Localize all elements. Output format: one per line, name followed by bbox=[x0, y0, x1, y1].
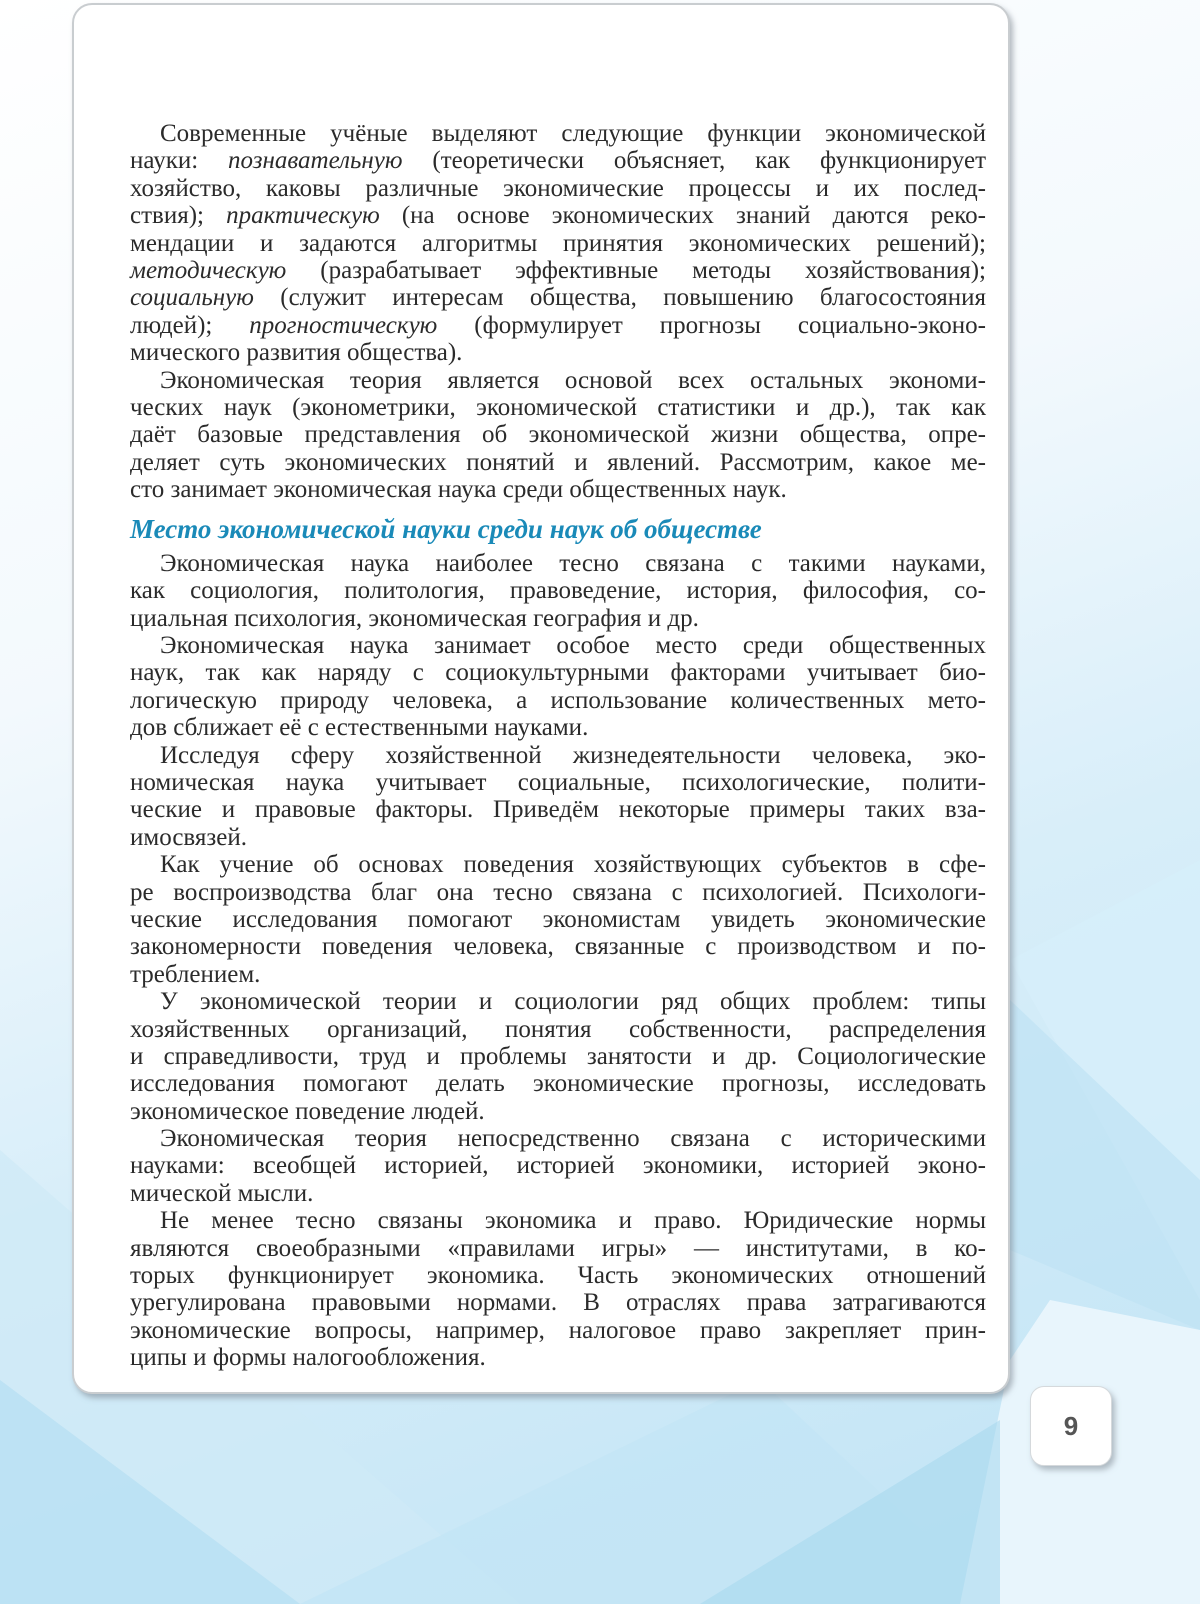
text-line bbox=[130, 605, 986, 632]
paragraph bbox=[130, 1125, 986, 1207]
text-span: ципы и формы налогообложения. bbox=[130, 1344, 486, 1372]
text-line bbox=[130, 933, 986, 960]
text-span: У экономической теории и социологии ряд общих проблем: типы bbox=[160, 988, 986, 1016]
text-line bbox=[130, 879, 986, 906]
text-span: (формулирует прогнозы социально-эконо- bbox=[437, 311, 986, 339]
italic-term: практическую bbox=[226, 202, 380, 230]
text-span: Экономическая теория является основой всех остальных экономи- bbox=[160, 366, 986, 394]
text-line bbox=[130, 476, 986, 503]
section-heading: Место экономической науки среди наук об обществе bbox=[130, 514, 762, 545]
text-span: урегулирована правовыми нормами. В отраслях права затрагиваются bbox=[130, 1289, 986, 1317]
text-span: Экономическая наука наиболее тесно связана с такими науками, bbox=[160, 549, 986, 577]
paragraph bbox=[130, 742, 986, 852]
text-line bbox=[130, 632, 986, 659]
text-line bbox=[130, 1016, 986, 1043]
text-line bbox=[130, 147, 986, 174]
text-span: науками: всеобщей историей, историей экономики, историей эконо- bbox=[130, 1152, 986, 1180]
text-span: Исследуя сферу хозяйственной жизнедеятельности человека, эко- bbox=[160, 741, 986, 769]
text-line bbox=[130, 1344, 986, 1371]
text-line bbox=[130, 769, 986, 796]
text-span: исследования помогают делать экономические прогнозы, исследовать bbox=[130, 1070, 986, 1098]
text-line bbox=[130, 1070, 986, 1097]
text-span: мендации и задаются алгоритмы принятия экономических решений); bbox=[130, 229, 986, 257]
text-line bbox=[130, 284, 986, 311]
text-line bbox=[130, 1125, 986, 1152]
text-span: наук, так как наряду с социокультурными факторами учитывает био- bbox=[130, 659, 986, 687]
text-span: хозяйственных организаций, понятия собственности, распределения bbox=[130, 1015, 986, 1043]
text-line bbox=[130, 312, 986, 339]
text-span: ческих наук (эконометрики, экономической статистики и др.), так как bbox=[130, 393, 986, 421]
text-span: логическую природу человека, а использование количественных мето- bbox=[130, 686, 986, 714]
text-span: (разрабатывает эффективные методы хозяйствования); bbox=[286, 256, 986, 284]
text-line bbox=[130, 257, 986, 284]
paragraph bbox=[130, 120, 986, 367]
text-line bbox=[130, 1235, 986, 1262]
text-span: (теоретически объясняет, как функционирует bbox=[402, 147, 986, 175]
text-line bbox=[130, 1152, 986, 1179]
text-span: торых функционирует экономика. Часть экономических отношений bbox=[130, 1262, 986, 1290]
text-span: даёт базовые представления об экономической жизни общества, опре- bbox=[130, 421, 986, 449]
text-span: циальная психология, экономическая география и др. bbox=[130, 604, 699, 632]
text-line bbox=[130, 1289, 986, 1316]
text-line bbox=[130, 367, 986, 394]
text-line bbox=[130, 1043, 986, 1070]
italic-term: познавательную bbox=[228, 147, 403, 175]
text-span: (на основе экономических знаний даются реко- bbox=[379, 202, 986, 230]
text-line bbox=[130, 120, 986, 147]
text-span: ре воспроизводства благ она тесно связана с психологией. Психологи- bbox=[130, 878, 986, 906]
text-span: ческие и правовые факторы. Приведём некоторые примеры таких вза- bbox=[130, 796, 986, 824]
text-line bbox=[130, 851, 986, 878]
text-line bbox=[130, 550, 986, 577]
page-number: 9 bbox=[1030, 1386, 1112, 1466]
text-span: имосвязей. bbox=[130, 823, 247, 851]
paragraph bbox=[130, 367, 986, 504]
text-line bbox=[130, 714, 986, 741]
text-line bbox=[130, 394, 986, 421]
text-line bbox=[130, 659, 986, 686]
text-span: ческие исследования помогают экономистам увидеть экономические bbox=[130, 905, 986, 933]
text-line bbox=[130, 1207, 986, 1234]
text-span: мического развития общества). bbox=[130, 339, 463, 367]
text-line bbox=[130, 742, 986, 769]
body-text bbox=[130, 120, 986, 1372]
text-span: (служит интересам общества, повышению благосостояния bbox=[253, 284, 986, 312]
text-line bbox=[130, 230, 986, 257]
text-line bbox=[130, 1180, 986, 1207]
text-line bbox=[130, 906, 986, 933]
text-line bbox=[130, 449, 986, 476]
text-line bbox=[130, 824, 986, 851]
text-line bbox=[130, 988, 986, 1015]
text-line bbox=[130, 1262, 986, 1289]
text-span: экономические вопросы, например, налоговое право закрепляет прин- bbox=[130, 1316, 986, 1344]
italic-term: методическую bbox=[130, 256, 287, 284]
text-line bbox=[130, 961, 986, 988]
text-span: Современные учёные выделяют следующие функции экономической bbox=[160, 120, 986, 147]
text-span: дов сближает её с естественными науками. bbox=[130, 714, 589, 742]
text-span: науки: bbox=[130, 147, 229, 175]
text-span: Экономическая теория непосредственно связана с историческими bbox=[160, 1125, 986, 1153]
text-line bbox=[130, 1317, 986, 1344]
italic-term: социальную bbox=[130, 284, 254, 312]
paragraph bbox=[130, 851, 986, 988]
text-span: людей); bbox=[130, 311, 250, 339]
text-span: Не менее тесно связаны экономика и право. Юридические нормы bbox=[160, 1207, 986, 1235]
text-line bbox=[130, 1098, 986, 1125]
text-span: закономерности поведения человека, связанные с производством и по- bbox=[130, 933, 986, 961]
italic-term: прогностическую bbox=[249, 311, 438, 339]
text-line bbox=[130, 687, 986, 714]
text-span: мической мысли. bbox=[130, 1179, 314, 1207]
paragraph bbox=[130, 1207, 986, 1371]
text-span: номическая наука учитывает социальные, психологические, полити- bbox=[130, 768, 986, 796]
text-line bbox=[130, 421, 986, 448]
text-line bbox=[130, 202, 986, 229]
text-span: Экономическая наука занимает особое место среди общественных bbox=[160, 632, 986, 660]
text-span: как социология, политология, правоведение, история, философия, со- bbox=[130, 577, 986, 605]
text-line bbox=[130, 796, 986, 823]
text-span: Как учение об основах поведения хозяйствующих субъектов в сфе- bbox=[160, 851, 986, 879]
text-span: хозяйство, каковы различные экономические процессы и их послед- bbox=[130, 174, 986, 202]
text-line bbox=[130, 175, 986, 202]
text-span: сто занимает экономическая наука среди общественных наук. bbox=[130, 476, 787, 504]
paragraph bbox=[130, 550, 986, 632]
text-span: ствия); bbox=[130, 202, 227, 230]
text-span: экономическое поведение людей. bbox=[130, 1097, 485, 1125]
text-span: деляет суть экономических понятий и явлений. Рассмотрим, какое ме- bbox=[130, 448, 986, 476]
paragraph bbox=[130, 988, 986, 1125]
paragraph bbox=[130, 632, 986, 742]
text-line bbox=[130, 339, 986, 366]
text-line bbox=[130, 577, 986, 604]
text-span: и справедливости, труд и проблемы занятости и др. Социологические bbox=[130, 1042, 986, 1070]
text-span: треблением. bbox=[130, 960, 261, 988]
text-span: являются своеобразными «правилами игры» — институтами, в ко- bbox=[130, 1234, 986, 1262]
